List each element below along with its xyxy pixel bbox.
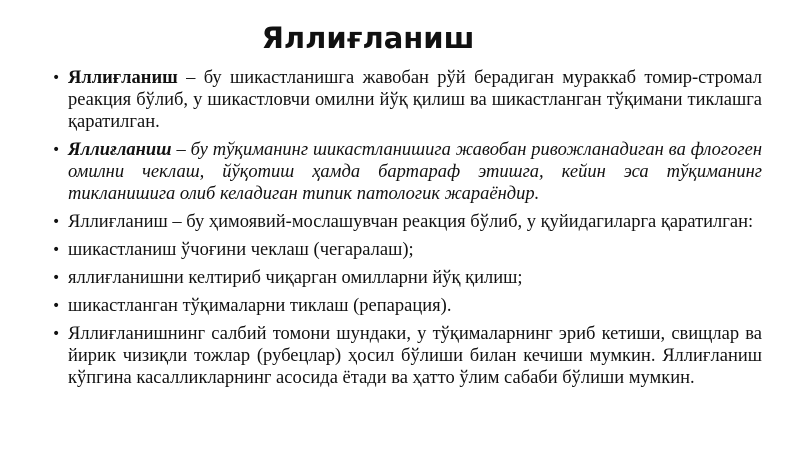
bullet-text: Яллиғланиш – бу ҳимоявий-мослашувчан реакция бўлиб, у қуйидагиларга қаратилган:	[68, 212, 754, 232]
bullet-dot: •	[52, 242, 61, 258]
bullet-item	[52, 267, 762, 289]
bullet-dot: •	[52, 326, 61, 342]
bullet-text: яллиғланишни келтириб чиқарган омилларни йўқ қилиш;	[68, 268, 523, 288]
bullet-dot: •	[52, 70, 61, 86]
bullet-item	[52, 323, 762, 389]
slide-title: Яллиғланиш	[261, 21, 475, 55]
bullet-list	[52, 67, 762, 395]
bullet-item	[52, 139, 762, 205]
bullet-dot: •	[52, 270, 61, 286]
bullet-item	[52, 239, 762, 261]
bullet-text: шикастланиш ўчоғини чеклаш (чегаралаш);	[68, 240, 414, 260]
bullet-dot: •	[52, 298, 61, 314]
bullet-term: Яллиғланиш	[68, 68, 178, 88]
bullet-text: – бу тўқиманинг шикастланишига жавобан ривожланадиган ва флогоген омилни чеклаш, йўқотиш ҳамда бартараф этишга, кейин эса тўқиманинг тикланишига олиб келадиган типик патологик жараёндир.	[68, 140, 762, 204]
bullet-item	[52, 67, 762, 133]
bullet-item	[52, 211, 762, 233]
bullet-dot: •	[52, 214, 61, 230]
bullet-text: – бу шикастланишга жавобан рўй берадиган мураккаб томир-стромал реакция бўлиб, у шикастловчи омилни йўқ қилиш ва шикастланган тўқимани тиклашга қаратилган.	[68, 68, 762, 132]
bullet-text: Яллиғланишнинг салбий томони шундаки, у тўқималарнинг эриб кетиши, свищлар ва йирик чизиқли тожлар (рубецлар) ҳосил бўлиши билан кечиши мумкин. Яллиғланиш кўпгина касалликларнинг асосида ётади ва ҳатто ўлим сабаби бўлиши мумкин.	[68, 324, 762, 388]
bullet-text: шикастланган тўқималарни тиклаш (репарация).	[68, 296, 452, 316]
bullet-term: Яллиғланиш	[68, 140, 172, 160]
bullet-dot: •	[52, 142, 61, 158]
bullet-item	[52, 295, 762, 317]
